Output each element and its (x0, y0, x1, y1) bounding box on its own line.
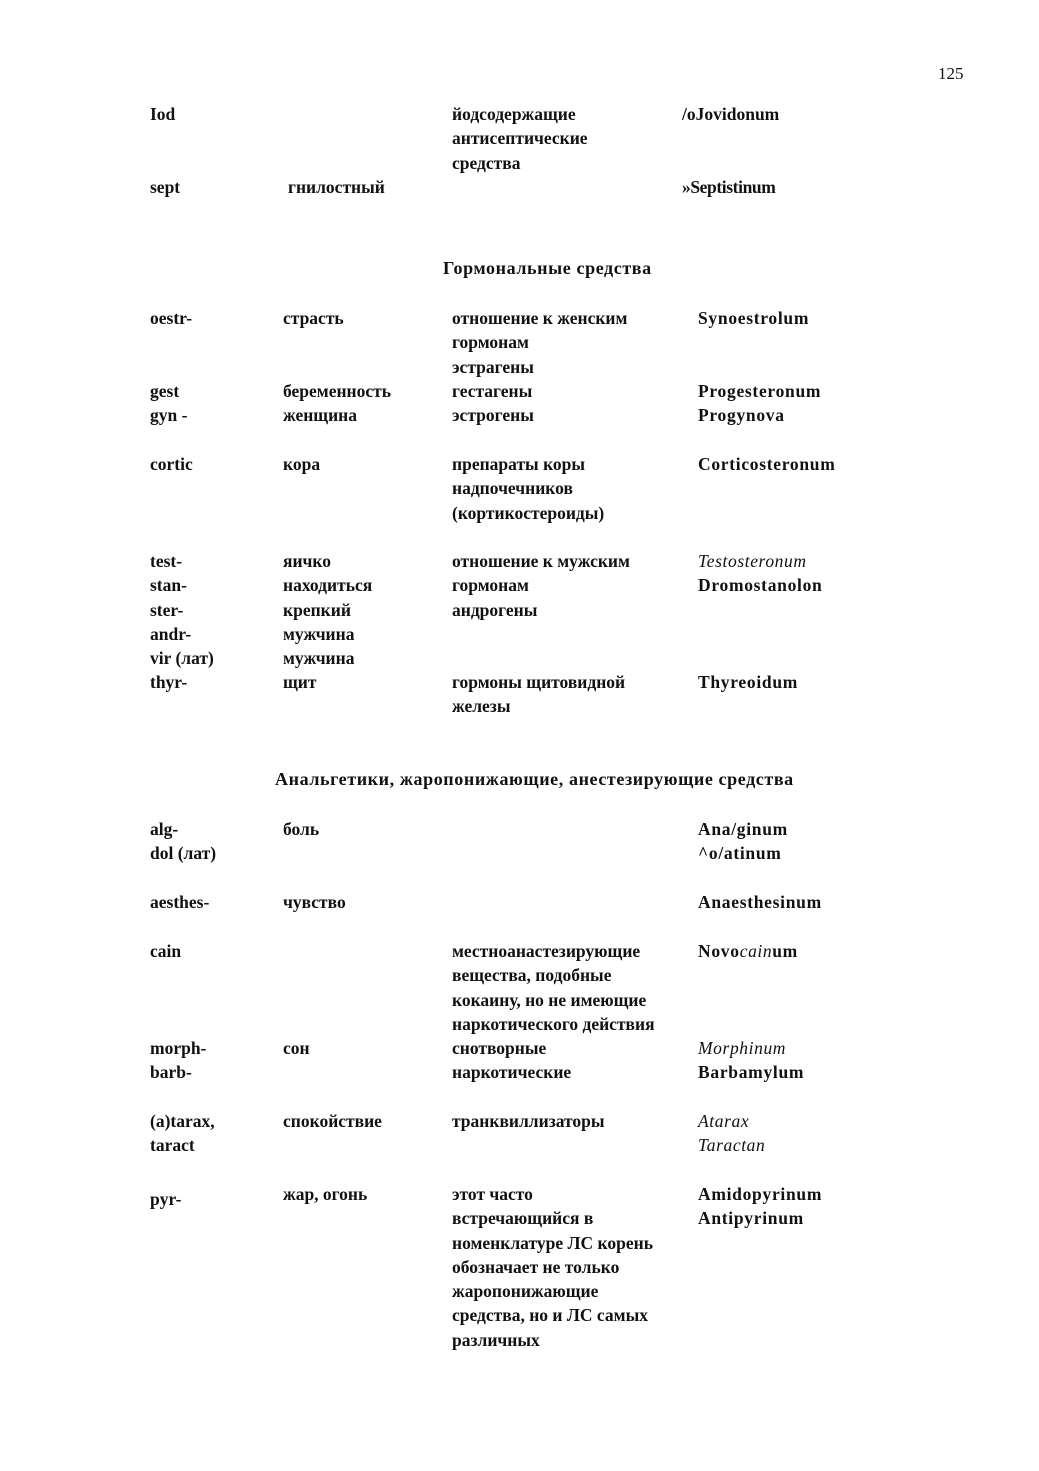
root-iod: Iod (150, 104, 176, 124)
meaning-oestr: страсть (283, 308, 344, 328)
root-sept: sept (150, 177, 181, 197)
section-heading-hormones: Гормональные средства (443, 258, 652, 278)
root-aesthes: aesthes- (150, 892, 210, 912)
meaning-androgens: яичко находиться крепкий мужчина мужчина щит (283, 551, 373, 693)
page-number: 125 (938, 64, 964, 83)
meaning-pyr: жар, огонь (283, 1184, 368, 1204)
drug-cain-suffix: um (772, 941, 798, 961)
group-androgens: отношение к мужским гормонам андрогены (452, 551, 630, 620)
root-cain: cain (150, 941, 182, 961)
drug-oestr: Synoestrolum (698, 308, 810, 328)
drug-pyr: Amidopyrinum Antipyrinum (698, 1184, 823, 1229)
section-heading-analgesics: Анальгетики, жаропонижающие, анестезирующие средства (275, 769, 794, 789)
meaning-morph-barb: сон (283, 1038, 310, 1058)
group-gest-gyn: гестагены эстрогены (452, 381, 534, 426)
meaning-tarax: спокойствие (283, 1111, 382, 1131)
meaning-gest-gyn: беременность женщина (283, 381, 392, 426)
drug-thyr: Thyreoidum (698, 672, 799, 692)
meaning-sept: гнилостный (288, 177, 385, 197)
drug-cortic: Corticosteronum (698, 454, 836, 474)
drug-testosteronum: Testosteronum (698, 551, 807, 571)
drug-cain (698, 939, 998, 963)
drug-iod: /oJovidonum (682, 104, 780, 124)
drug-aesthes: Anaesthesinum (698, 892, 822, 912)
group-morph-barb: снотворные наркотические (452, 1038, 572, 1083)
meaning-aesthes: чувство (283, 892, 346, 912)
drug-gest-gyn: Progesteronum Progynova (698, 381, 822, 426)
meaning-alg-dol: боль (283, 819, 320, 839)
root-oestr: oestr- (150, 308, 193, 328)
drug-dromostanolon: Dromostanolon (698, 575, 823, 595)
root-tarax: (a)tarax, taract (150, 1111, 215, 1156)
root-alg-dol: alg- dol (лат) (150, 819, 217, 864)
drug-tarax: Atarax Taractan (698, 1111, 766, 1156)
root-cortic: cortic (150, 454, 193, 474)
group-oestr: отношение к женским гормонам эстрагены (452, 308, 628, 377)
drug-morphinum: Morphinum (698, 1038, 787, 1058)
drug-sept: »Septistinum (682, 177, 776, 197)
root-morph-barb: morph- barb- (150, 1038, 207, 1083)
group-cain: местноанастезирующие вещества, подобные кокаину, но не имеющие наркотического действия (452, 941, 655, 1034)
group-tarax: транквиллизаторы (452, 1111, 605, 1131)
root-gest-gyn: gest gyn - (150, 381, 188, 426)
drug-cain-root: cain (739, 941, 773, 961)
drug-barbamylum: Barbamylum (698, 1062, 805, 1082)
root-androgens: test- stan- ster- andr- vir (лат) thyr- (150, 551, 214, 693)
group-iod: йодсодержащие антисептические средства (452, 104, 588, 173)
group-thyr: гормоны щитовидной железы (452, 672, 626, 717)
group-cortic: препараты коры надпочечников (кортикостероиды) (452, 454, 605, 523)
meaning-cortic: кора (283, 454, 321, 474)
drug-cain-prefix: Novo (698, 941, 740, 961)
drug-alg-dol: Ana/ginum ^o/atinum (698, 819, 788, 864)
group-pyr: этот часто встречающийся в номенклатуре ЛС корень обозначает не только жаропонижающие средства, но и ЛС самых различных (452, 1184, 653, 1350)
root-pyr: pyr- (150, 1189, 182, 1209)
